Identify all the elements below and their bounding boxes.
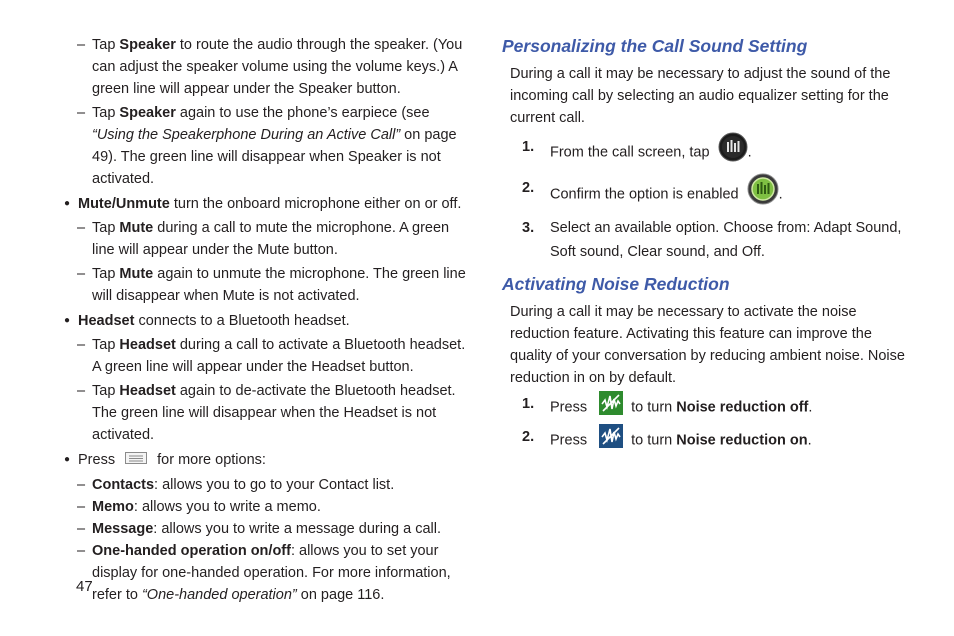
bullet-marker: ● [64,198,71,209]
speaker-off-item: – Tap Speaker again to use the phone’s earpiece (see “Using the Speakerphone During an Active Call” on page 49). The green line will disappear when Speaker is not activated. [60,102,472,190]
left-column [60,34,472,606]
dash-marker: – [77,220,86,236]
section-heading-call-sound: Personalizing the Call Sound Setting [502,36,808,56]
memo-item: – Memo: allows you to write a memo. [60,496,472,518]
page-number: 47 [76,578,93,595]
message-item: – Message: allows you to write a message during a call. [60,518,472,540]
call-sound-intro: During a call it may be necessary to adjust the sound of the incoming call by selecting an audio equalizer setting for the current call. [510,66,891,126]
call-sound-step-1: 1. From the call screen, tap . [510,132,914,173]
equalizer-menu-icon[interactable] [718,132,748,173]
noise-reduction-on-icon[interactable] [599,391,623,424]
one-handed-reference-link[interactable]: “One-handed operation” [141,587,297,604]
dash-marker: – [77,477,86,494]
noise-step-1: 1. Press to turn Noise reduction off. [510,391,914,424]
dash-marker: – [77,37,86,53]
call-sound-step-2: 2. Confirm the option is enabled . [510,173,914,216]
speakerphone-reference-link[interactable]: “Using the Speakerphone During an Active Call” [92,127,401,143]
dash-marker: – [77,543,86,560]
menu-icon [125,449,147,471]
section-heading-noise-reduction: Activating Noise Reduction [502,274,730,294]
press-menu-bullet: ● Press for more options: [60,449,472,471]
dash-marker: – [77,337,86,353]
mute-on-item: – Tap Mute during a call to mute the microphone. A green line will appear under the Mute button. [60,217,472,261]
bullet-marker: ● [64,315,71,326]
mute-bullet: ● Mute/Unmute turn the onboard microphone either on or off. [60,193,472,215]
one-handed-item: – One-handed operation on/off: allows you to set your display for one-handed operation. For more information, refer to “One-handed operation” on page 116. [60,540,472,606]
dash-marker: – [77,383,86,399]
headset-off-item: – Tap Headset again to de-activate the Bluetooth headset. The green line will disappear when the Headset is not activated. [60,380,472,446]
mute-off-item: – Tap Mute again to unmute the microphone. The green line will disappear when Mute is not activated. [60,263,472,307]
noise-step-2: 2. Press to turn Noise reduction on. [510,424,914,457]
dash-marker: – [77,521,86,538]
headset-on-item: – Tap Headset during a call to activate a Bluetooth headset. A green line will appear under the Headset button. [60,334,472,378]
headset-bullet: ● Headset connects to a Bluetooth headset. [60,310,472,332]
right-column [502,34,914,457]
noise-reduction-intro: During a call it may be necessary to activate the noise reduction feature. Activating this feature can improve the quality of your conversation by reducing ambient noise. Noise reduction in on by default. [510,304,905,386]
bullet-marker: ● [64,454,71,465]
equalizer-enabled-icon [747,173,779,216]
noise-reduction-off-icon[interactable] [599,424,623,457]
contacts-item: – Contacts: allows you to go to your Contact list. [60,474,472,496]
dash-marker: – [77,105,86,121]
speaker-on-item: – Tap Speaker to route the audio through the speaker. (You can adjust the speaker volume using the volume keys.) A green line will appear under the Speaker button. [60,34,472,100]
dash-marker: – [77,499,86,516]
call-sound-step-3: 3. Select an available option. Choose from: Adapt Sound, Soft sound, Clear sound, and Off. [522,220,902,260]
dash-marker: – [77,266,86,282]
